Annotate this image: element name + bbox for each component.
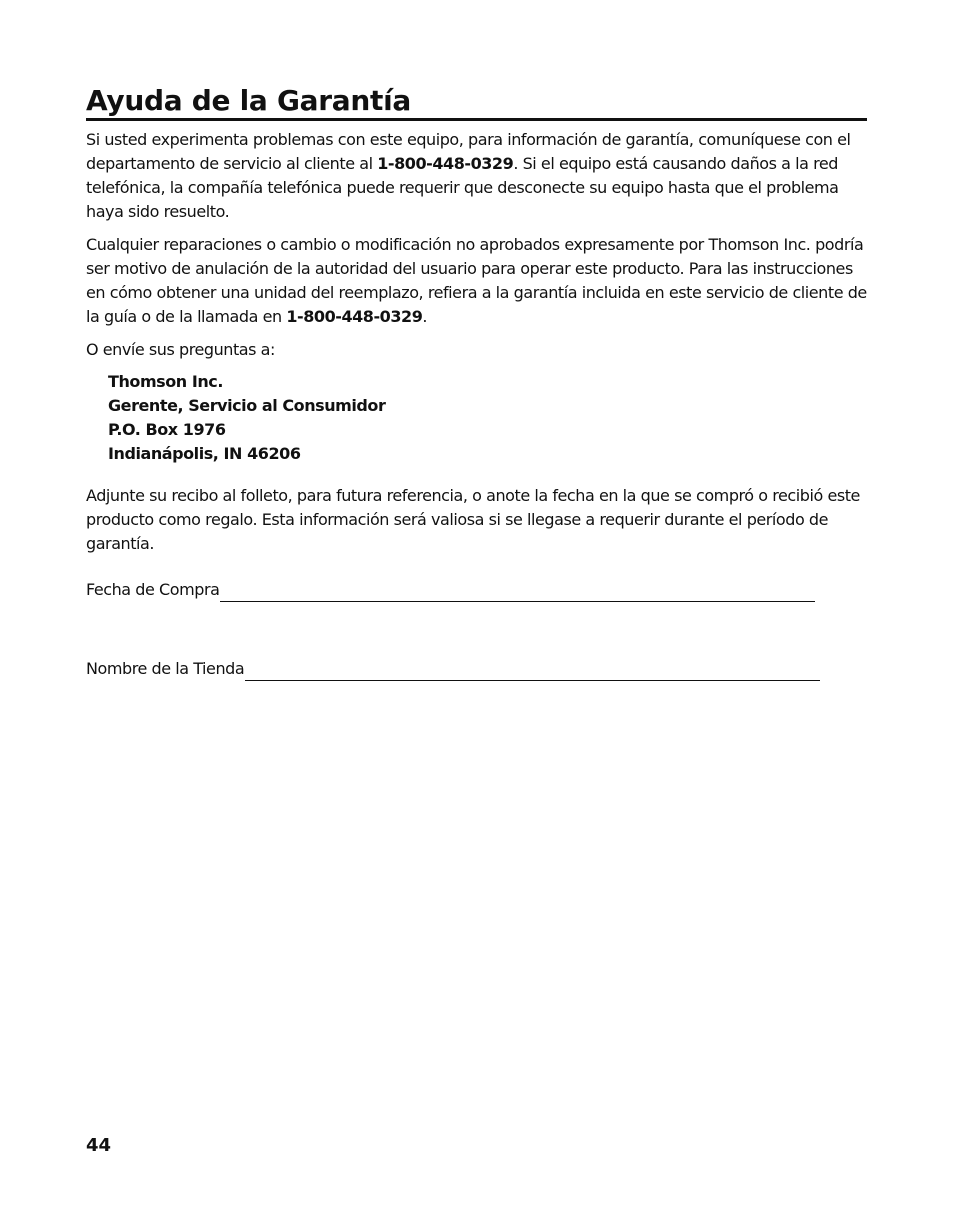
store-name-field (86, 657, 820, 681)
phone-number: 1-800-448-0329 (286, 307, 423, 326)
paragraph-text: Si usted experimenta problemas con este equipo, para información de garantía, comuníquese con el departamento de servicio al cliente al (86, 130, 851, 173)
store-name-blank-line (245, 662, 820, 681)
paragraph-text: . Si el equipo está causando daños a la red telefónica, la compañía telefónica puede requerir que desconecte su equipo hasta que el problema haya sido resuelto. (86, 154, 839, 221)
paragraph-text: . (422, 307, 428, 326)
warranty-contact-paragraph (86, 128, 868, 224)
mailing-address (108, 370, 385, 466)
purchase-date-label: Fecha de Compra (86, 580, 220, 599)
purchase-date-field (86, 578, 815, 602)
page-title: Ayuda de la Garantía (86, 84, 867, 121)
page-number: 44 (86, 1135, 112, 1156)
receipt-instructions-paragraph: Adjunte su recibo al folleto, para futura referencia, o anote la fecha en la que se compró o recibió este producto como regalo. Esta información será valiosa si se llegase a requerir durante el período de garantía. (86, 486, 860, 553)
address-line-city: Indianápolis, IN 46206 (108, 444, 301, 463)
address-line-department: Gerente, Servicio al Consumidor (108, 396, 386, 415)
address-line-company: Thomson Inc. (108, 372, 223, 391)
address-line-po-box: P.O. Box 1976 (108, 420, 226, 439)
modification-warning-paragraph (86, 233, 868, 329)
phone-number: 1-800-448-0329 (377, 154, 514, 173)
send-questions-paragraph: O envíe sus preguntas a: (86, 340, 275, 359)
store-name-label: Nombre de la Tienda (86, 659, 245, 678)
purchase-date-blank-line (220, 583, 815, 602)
paragraph-text: Cualquier reparaciones o cambio o modificación no aprobados expresamente por Thomson Inc. podría ser motivo de anulación de la autoridad del usuario para operar este producto. Para las instrucciones en cómo obtener una unidad del reemplazo, refiera a la garantía incluida en este servicio de cliente de la guía o de la llamada en (86, 235, 867, 326)
